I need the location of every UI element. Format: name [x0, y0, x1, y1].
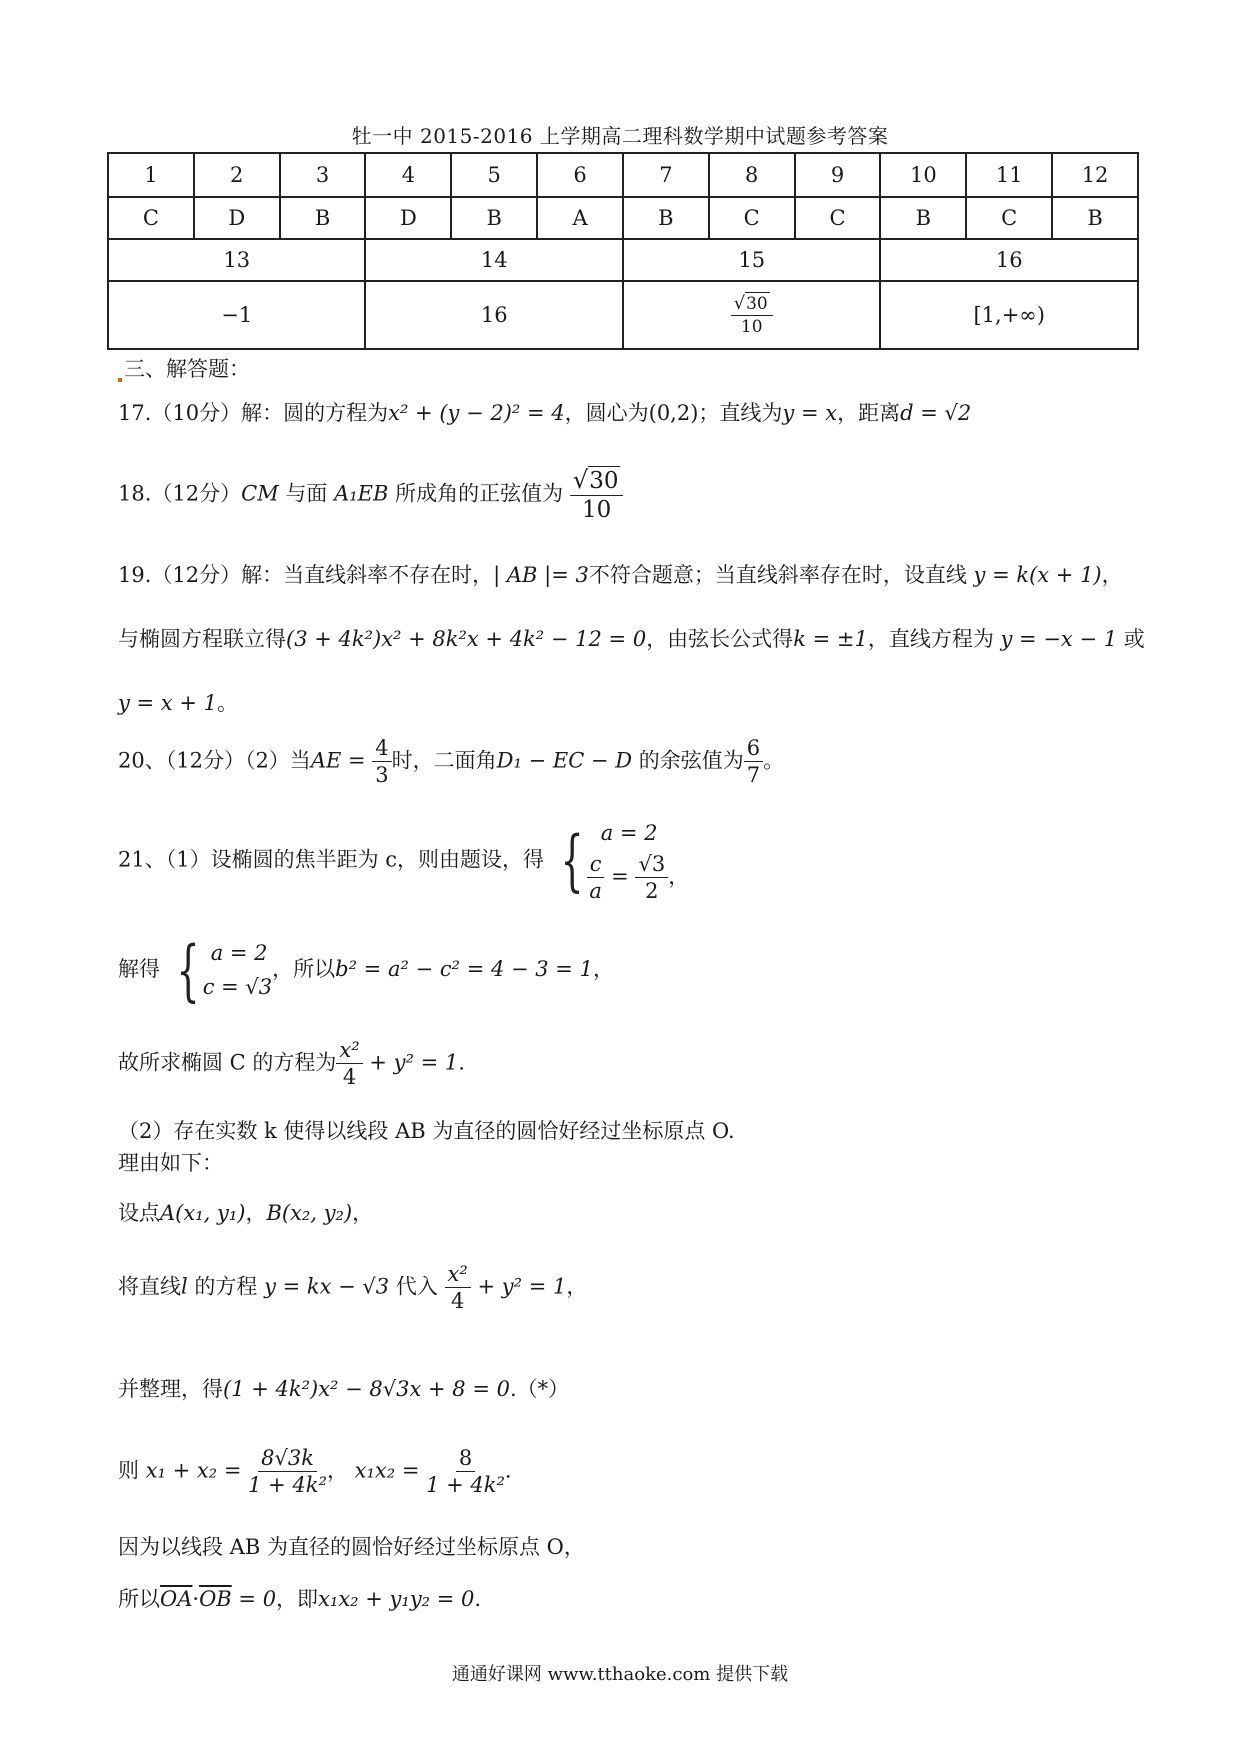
page-title: 牡一中 2015-2016 上学期高二理科数学期中试题参考答案 [351, 124, 889, 148]
fraction-denominator: 10 [740, 316, 763, 337]
mc-number: 9 [795, 153, 881, 197]
substitute-line: 将直线l 的方程 y = kx − √3 代入 $\frac{\text{x²}}{4}$ + y² = 1， [118, 1262, 588, 1313]
mc-number: 3 [280, 153, 366, 197]
fill-number: 15 [623, 239, 880, 281]
mc-answer: B [880, 197, 966, 239]
fill-answer-14 [365, 281, 622, 349]
mc-number: 2 [194, 153, 280, 197]
answer-14: 16 [480, 303, 508, 327]
fill-number: 16 [880, 239, 1138, 281]
mc-answer: C [108, 197, 194, 239]
footer-source: 通通好课网 www.tthaoke.com 提供下载 [451, 1664, 789, 1685]
question-19-line-2: 与椭圆方程联立得(3 + 4k²)x² + 8k²x + 4k² − 12 = 0，由弦长公式得k = ±1，直线方程为 y = −x − 1 或 [118, 627, 1145, 651]
equation-system: { a = 2 $\frac{c}{a}$ = $\frac{√3}{2}$ ， [560, 821, 690, 904]
mc-number: 12 [1052, 153, 1138, 197]
fill-number: 13 [108, 239, 365, 281]
question-21-solve: 解得 { a = 2 c = √3 ，所以b² = a² − c² = 4 − 3 = 1， [118, 931, 614, 1009]
mc-number: 1 [108, 153, 194, 197]
fraction: $\frac{√3}{2}$ [635, 854, 668, 902]
mc-answer: B [451, 197, 537, 239]
question-18: 18.（12分）CM 与面 A₁EB 所成角的正弦值为 $\frac{√30}{10}$ [118, 468, 623, 522]
mc-answer: C [795, 197, 881, 239]
equation-system: { a = 2 c = √3 [176, 931, 273, 1009]
mc-answer: B [623, 197, 709, 239]
left-brace-icon: { [176, 931, 200, 1009]
question-17: 17.（10分）解：圆的方程为x² + (y − 2)² = 4，圆心为(0,2)；直线为y = x，距离d = √2 [118, 401, 972, 425]
mc-number: 5 [451, 153, 537, 197]
mc-number: 8 [709, 153, 795, 197]
fraction: $\frac{4}{3}$ [372, 738, 391, 786]
fraction: $\frac{\text{x²}}{4}$ [445, 1264, 471, 1312]
question-21-result: 故所求椭圆 C 的方程为 $\frac{\text{x²}}{4}$ + y² = 1. [118, 1038, 465, 1089]
fill-answer-16 [880, 281, 1138, 349]
mc-number: 6 [537, 153, 623, 197]
fraction: $\frac{√30}{10}$ [731, 295, 773, 336]
answer-16: [1,+∞) [973, 303, 1045, 327]
mc-number: 7 [623, 153, 709, 197]
mc-answer: B [280, 197, 366, 239]
dot-product-line: 所以$\overline{OA}\cdot\overline{OB} = 0$，即x₁x₂ + y₁y₂ = 0. [118, 1587, 482, 1611]
fill-answer-13 [108, 281, 365, 349]
left-brace-icon: { [560, 822, 584, 900]
fraction: $\frac{\text{x²}}{4}$ [336, 1040, 362, 1088]
table-row [108, 153, 1138, 197]
sqrt-radicand: 30 [746, 293, 768, 314]
fraction: $\frac{c}{a}$ [587, 854, 605, 902]
mc-answer: B [1052, 197, 1138, 239]
question-21-part-2: （2）存在实数 k 使得以线段 AB 为直径的圆恰好经过坐标原点 O. [118, 1119, 735, 1143]
because-line: 因为以线段 AB 为直径的圆恰好经过坐标原点 O， [118, 1535, 585, 1559]
question-19-line-1: 19.（12分）解：当直线斜率不存在时，| AB |= 3不符合题意；当直线斜率存在时，设直线 y = k(x + 1)， [118, 563, 1123, 587]
fill-number: 14 [365, 239, 622, 281]
table-row [108, 281, 1138, 349]
mc-answer: C [966, 197, 1052, 239]
fraction: $\frac{8}{\text{1 + 4k²}}$ [426, 1446, 505, 1497]
question-19-line-3: y = x + 1。 [118, 691, 238, 715]
simplify-line: 并整理，得(1 + 4k²)x² − 8√3x + 8 = 0.（*） [118, 1377, 570, 1401]
mc-answer: D [194, 197, 280, 239]
table-row [108, 197, 1138, 239]
fraction: $\frac{8√3k}{\text{1 + 4k²}}$ [248, 1446, 327, 1497]
mc-number: 4 [365, 153, 451, 197]
question-20: 20、（12分）（2）当AE = $\frac{4}{3}$ 时，二面角D₁ − EC − D 的余弦值为 $\frac{6}{7}$ 。 [118, 736, 785, 787]
mc-answer: C [709, 197, 795, 239]
reason-label: 理由如下： [118, 1151, 223, 1175]
mc-number: 11 [966, 153, 1052, 197]
set-points-line: 设点A(x₁, y₁)，B(x₂, y₂)， [118, 1201, 374, 1225]
bullet-dot-icon [118, 378, 122, 382]
mc-answer: A [537, 197, 623, 239]
fraction: $\frac{6}{7}$ [744, 738, 763, 786]
mc-number: 10 [880, 153, 966, 197]
vieta-line: 则 x₁ + x₂ = $\frac{8√3k}{\text{1 + 4k²}}$ ， x₁x₂ = $\frac{8}{\text{1 + 4k²}}$ . [118, 1446, 512, 1497]
answer-table [107, 152, 1139, 350]
fraction: $\frac{√30}{10}$ [570, 468, 624, 522]
section-heading: 三、解答题： [118, 356, 250, 382]
fill-answer-15 [623, 281, 880, 349]
table-row [108, 239, 1138, 281]
mc-answer: D [365, 197, 451, 239]
question-21-part-1: 21、（1）设椭圆的焦半距为 c，则由题设，得 { a = 2 $\frac{c}{a}$ = $\frac{√3}{2}$ ， [118, 821, 690, 904]
answer-13: −1 [221, 303, 253, 327]
